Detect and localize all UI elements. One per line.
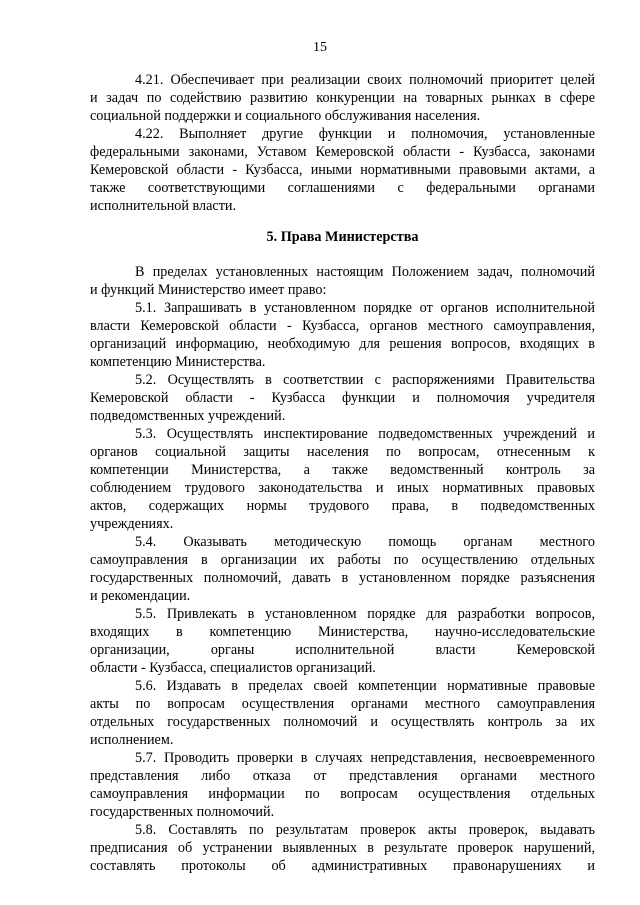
text-line: отдельных государственных полномочий и осуществлять контроль за их [90,714,595,730]
text-line: 4.21. Обеспечивает при реализации своих полномочий приоритет целей [135,72,595,88]
text-line: 5.7. Проводить проверки в случаях непредставления, несвоевременного [135,750,595,766]
text-line: 5.6. Издавать в пределах своей компетенции нормативные правовые [135,678,595,694]
text-line: организаций информацию, необходимую для решения вопросов, входящих в [90,336,595,352]
text-line: 5.2. Осуществлять в соответствии с распоряжениями Правительства [135,372,595,388]
text-line: государственных полномочий, давать в установленном порядке разъяснения [90,570,595,586]
paragraph-p-intro [90,263,595,299]
text-line: также соответствующими соглашениями с федеральными органами [90,180,595,196]
text-line: организации, органы исполнительной власти Кемеровской [90,642,595,658]
text-line: органов социальной защиты населения по вопросам, отнесенным к [90,444,595,460]
section-title: 5. Права Министерства [266,229,419,245]
text-line: актов, содержащих нормы трудового права, в подведомственных [90,498,595,514]
text-line: власти Кемеровской области - Кузбасса, органов местного самоуправления, [90,318,595,334]
text-line: предписания об устранении выявленных в результате проверок нарушений, [90,840,595,856]
paragraph-p-5-7 [90,749,595,821]
text-line: 4.22. Выполняет другие функции и полномочия, установленные [135,126,595,142]
text-line: входящих в компетенцию Министерства, научно-исследовательские [90,624,595,640]
text-line: В пределах установленных настоящим Положением задач, полномочий [135,264,595,280]
text-line: исполнительной власти. [90,198,237,214]
text-line: 5.8. Составлять по результатам проверок акты проверок, выдавать [135,822,595,838]
document-body [90,71,595,875]
text-line: составлять протоколы об административных правонарушениях и [90,858,595,874]
text-line: Кемеровской области - Кузбасса функции и полномочия учредителя [90,390,595,406]
text-line: 5.3. Осуществлять инспектирование подведомственных учреждений и [135,426,595,442]
text-line: и рекомендации. [90,588,191,604]
text-line: области - Кузбасса, специалистов организаций. [90,660,376,676]
text-line: Кемеровской области - Кузбасса, иными нормативными правовыми актами, а [90,162,595,178]
paragraph-p-5-4 [90,533,595,605]
text-line: 5.1. Запрашивать в установленном порядке от органов исполнительной [135,300,595,316]
paragraph-p-5-5 [90,605,595,677]
text-line: акты по вопросам осуществления органами местного самоуправления [90,696,595,712]
text-line: социальной поддержки и социального обслуживания населения. [90,108,481,124]
text-line: представления либо отказа от представления органами местного [90,768,595,784]
text-line: 5.5. Привлекать в установленном порядке для разработки вопросов, [135,606,595,622]
text-line: исполнением. [90,732,174,748]
top-paragraphs [90,71,595,215]
paragraph-p-5-3 [90,425,595,533]
text-line: и функций Министерство имеет право: [90,282,327,298]
text-line: подведомственных учреждений. [90,408,286,424]
page-number: 15 [313,40,327,55]
paragraph-p-4-21 [90,71,595,125]
text-line: самоуправления информации по вопросам осуществления отдельных [90,786,595,802]
paragraph-p-5-8 [90,821,595,875]
paragraph-p-5-2 [90,371,595,425]
text-line: учреждениях. [90,516,174,532]
paragraph-p-4-22 [90,125,595,215]
text-line: самоуправления в организации их работы по осуществлению отдельных [90,552,595,568]
text-line: и задач по содействию развитию конкуренции на товарных рынках в сфере [90,90,595,106]
text-line: компетенцию Министерства. [90,354,266,370]
section-paragraphs [90,263,595,875]
paragraph-p-5-1 [90,299,595,371]
text-line: государственных полномочий. [90,804,275,820]
text-line: федеральными законами, Уставом Кемеровской области - Кузбасса, законами [90,144,595,160]
text-line: соблюдением трудового законодательства и иных нормативных правовых [90,480,595,496]
paragraph-p-5-6 [90,677,595,749]
text-line: компетенции Министерства, а также ведомственный контроль за [90,462,595,478]
text-line: 5.4. Оказывать методическую помощь органам местного [135,534,595,550]
